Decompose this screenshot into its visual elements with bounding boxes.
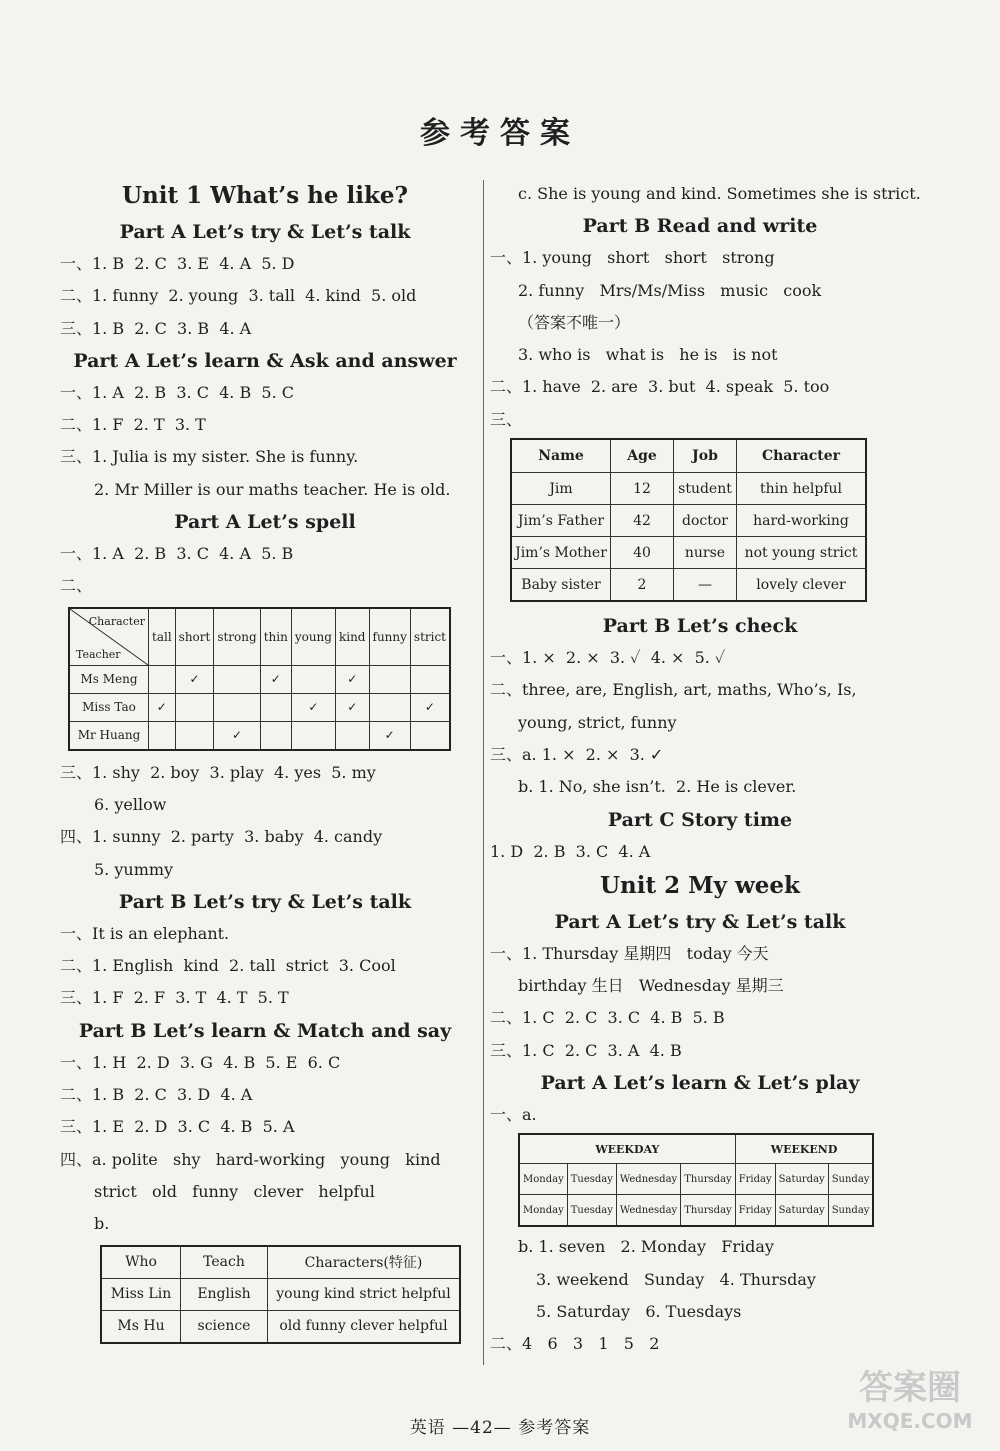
cell — [335, 721, 369, 750]
watermark-bottom: MXQE.COM — [847, 1409, 973, 1433]
weekend-header: WEEKEND — [735, 1134, 873, 1164]
answer-line: 三、1. Julia is my sister. She is funny. — [60, 447, 359, 467]
day-cell: Sunday — [828, 1164, 873, 1195]
table-row — [519, 1164, 873, 1195]
section-heading: Part B Read and write — [582, 215, 818, 238]
column-header: thin — [260, 608, 291, 666]
cell: Baby sister — [511, 569, 611, 602]
cell: Ms Hu — [101, 1310, 181, 1343]
answer-line: 一、It is an elephant. — [60, 923, 230, 943]
watermark-logo — [835, 1360, 985, 1440]
column-header: short — [175, 608, 214, 666]
cell: ✓ — [335, 665, 369, 693]
family-table — [510, 438, 867, 602]
character-table — [68, 607, 451, 751]
answer-line: young, strict, funny — [518, 712, 677, 732]
section-heading: Part A Let’s spell — [174, 511, 356, 534]
cell: Jim’s Father — [511, 505, 611, 537]
corner-label-teacher: Teacher — [76, 647, 121, 661]
day-cell: Monday — [519, 1195, 567, 1227]
unit1-heading: Unit 1 What’s he like? — [121, 182, 409, 209]
table-row — [69, 721, 450, 750]
answer-line: 3. who is what is he is is not — [518, 345, 778, 365]
section-heading: Part A Let’s learn & Ask and answer — [73, 349, 457, 372]
answer-line: 二、 — [60, 576, 93, 596]
section-heading: Part B Let’s try & Let’s talk — [118, 890, 412, 913]
column-header: strong — [214, 608, 260, 666]
row-name: Mr Huang — [69, 721, 149, 750]
answer-line: 一、1. Thursday 星期四 today 今天 — [490, 943, 769, 963]
column-header: tall — [149, 608, 176, 666]
cell: 40 — [611, 537, 674, 569]
section-heading: Part A Let’s try & Let’s talk — [119, 221, 411, 243]
cell — [369, 693, 410, 721]
table-row — [69, 693, 450, 721]
answer-line: 二、1. B 2. C 3. D 4. A — [60, 1085, 253, 1105]
answer-line: birthday 生日 Wednesday 星期三 — [518, 976, 784, 996]
cell: 12 — [611, 473, 674, 505]
table-row — [101, 1310, 460, 1343]
day-cell: Sunday — [828, 1195, 873, 1227]
answer-line: 5. yummy — [94, 859, 174, 879]
answer-line: 一、1. × 2. × 3. ✓ 4. × 5. ✓ — [490, 648, 726, 668]
answer-line: c. She is young and kind. Sometimes she is strict. — [518, 184, 921, 203]
column-header: strict — [410, 608, 450, 666]
column-header: Characters(特征) — [268, 1246, 461, 1279]
column-header: Character — [737, 439, 867, 473]
answer-line: b. 1. seven 2. Monday Friday — [518, 1237, 774, 1257]
week-table — [518, 1133, 874, 1227]
table-row — [519, 1195, 873, 1227]
cell: young kind strict helpful — [268, 1278, 461, 1310]
column-header: Age — [611, 439, 674, 473]
cell: ✓ — [175, 665, 214, 693]
cell — [260, 721, 291, 750]
cell: ✓ — [260, 665, 291, 693]
answer-line: 三、1. C 2. C 3. A 4. B — [490, 1040, 682, 1060]
answer-line: 三、a. 1. × 2. × 3. ✓ — [490, 744, 664, 764]
column-header: Name — [511, 439, 611, 473]
row-name: Ms Meng — [69, 665, 149, 693]
answer-line: 三、1. E 2. D 3. C 4. B 5. A — [60, 1117, 295, 1137]
cell: hard-working — [737, 505, 867, 537]
table-row — [101, 1278, 460, 1310]
table-corner-cell — [69, 608, 149, 666]
section-heading: Part A Let’s try & Let’s talk — [554, 910, 846, 933]
answer-line: 一、1. A 2. B 3. C 4. A 5. B — [60, 544, 294, 564]
cell: English — [181, 1278, 268, 1310]
table-row — [511, 473, 866, 505]
answer-line: 1. D 2. B 3. C 4. A — [490, 841, 651, 861]
answer-line: 二、1. C 2. C 3. C 4. B 5. B — [490, 1008, 725, 1028]
cell — [260, 693, 291, 721]
answer-line: b. — [94, 1214, 110, 1234]
answer-line: 三、1. F 2. F 3. T 4. T 5. T — [60, 988, 289, 1008]
column-header: funny — [369, 608, 410, 666]
answer-line: 5. Saturday 6. Tuesdays — [536, 1301, 742, 1321]
answer-line: 三、1. shy 2. boy 3. play 4. yes 5. my — [60, 762, 376, 782]
cell: not young strict — [737, 537, 867, 569]
cell: Jim — [511, 473, 611, 505]
day-cell: Wednesday — [616, 1195, 680, 1227]
cell: — — [674, 569, 737, 602]
cell: doctor — [674, 505, 737, 537]
table-row — [511, 569, 866, 602]
day-cell: Friday — [735, 1164, 775, 1195]
answer-line: 二、three, are, English, art, maths, Who’s, Is, — [490, 680, 857, 700]
row-name: Miss Tao — [69, 693, 149, 721]
page-footer: 英语 —42— 参考答案 — [409, 1418, 591, 1438]
cell: lovely clever — [737, 569, 867, 602]
answer-line: 2. funny Mrs/Ms/Miss music cook — [518, 280, 822, 300]
section-heading: Part B Let’s learn & Match and say — [78, 1019, 452, 1042]
answer-line: 二、1. English kind 2. tall strict 3. Cool — [60, 956, 396, 976]
answer-line: strict old funny clever helpful — [94, 1181, 375, 1201]
day-cell: Saturday — [775, 1195, 828, 1227]
day-cell: Thursday — [681, 1164, 735, 1195]
cell: ✓ — [291, 693, 335, 721]
column-header: Job — [674, 439, 737, 473]
who-table — [100, 1245, 461, 1344]
column-header: young — [291, 608, 335, 666]
answer-line: 一、1. B 2. C 3. E 4. A 5. D — [60, 254, 295, 273]
page-title: 参考答案 — [420, 116, 580, 151]
answer-line: 一、1. young short short strong — [490, 248, 775, 268]
answer-line: b. 1. No, she isn’t. 2. He is clever. — [518, 777, 797, 797]
corner-label-character: Character — [88, 614, 145, 628]
answer-line: 四、a. polite shy hard-working young kind — [60, 1149, 441, 1169]
cell — [410, 721, 450, 750]
day-cell: Tuesday — [567, 1195, 616, 1227]
table-row — [69, 665, 450, 693]
cell: Jim’s Mother — [511, 537, 611, 569]
cell — [149, 665, 176, 693]
day-cell: Wednesday — [616, 1164, 680, 1195]
cell — [214, 693, 260, 721]
column-divider — [483, 180, 484, 1365]
answer-line: 一、1. A 2. B 3. C 4. B 5. C — [60, 382, 295, 402]
cell: ✓ — [335, 693, 369, 721]
table-row — [511, 537, 866, 569]
answer-line: 2. Mr Miller is our maths teacher. He is old. — [94, 479, 451, 499]
day-cell: Tuesday — [567, 1164, 616, 1195]
cell: science — [181, 1310, 268, 1343]
cell — [214, 665, 260, 693]
cell — [175, 693, 214, 721]
section-heading: Part C Story time — [607, 808, 793, 831]
day-cell: Saturday — [775, 1164, 828, 1195]
answer-line: 二、1. funny 2. young 3. tall 4. kind 5. old — [60, 286, 417, 306]
cell — [175, 721, 214, 750]
answer-line: 二、4 6 3 1 5 2 — [490, 1334, 660, 1354]
cell: thin helpful — [737, 473, 867, 505]
answer-line: 3. weekend Sunday 4. Thursday — [536, 1269, 816, 1289]
answer-line: 四、1. sunny 2. party 3. baby 4. candy — [60, 827, 383, 847]
cell — [291, 665, 335, 693]
weekday-header: WEEKDAY — [519, 1134, 735, 1164]
answer-line: 三、1. B 2. C 3. B 4. A — [60, 318, 252, 338]
answer-line: 三、 — [490, 409, 523, 429]
answer-line: 二、1. have 2. are 3. but 4. speak 5. too — [490, 377, 830, 397]
answer-line: 一、a. — [490, 1105, 537, 1125]
cell — [291, 721, 335, 750]
table-row — [511, 505, 866, 537]
right-column — [490, 178, 921, 1361]
column-header: Who — [101, 1246, 181, 1279]
cell: nurse — [674, 537, 737, 569]
unit2-heading: Unit 2 My week — [600, 871, 800, 899]
left-column — [60, 178, 470, 1344]
answer-line: 6. yellow — [94, 794, 167, 814]
section-heading: Part A Let’s learn & Let’s play — [540, 1072, 860, 1095]
cell: old funny clever helpful — [268, 1310, 461, 1343]
column-header: Teach — [181, 1246, 268, 1279]
answer-line: （答案不唯一） — [518, 312, 631, 332]
cell: 42 — [611, 505, 674, 537]
day-cell: Friday — [735, 1195, 775, 1227]
cell: ✓ — [410, 693, 450, 721]
cell — [369, 665, 410, 693]
cell: ✓ — [214, 721, 260, 750]
answer-line: 二、1. F 2. T 3. T — [60, 415, 206, 435]
cell: Miss Lin — [101, 1278, 181, 1310]
section-heading: Part B Let’s check — [602, 615, 798, 638]
column-header: kind — [335, 608, 369, 666]
cell — [410, 665, 450, 693]
day-cell: Monday — [519, 1164, 567, 1195]
cell: student — [674, 473, 737, 505]
day-cell: Thursday — [681, 1195, 735, 1227]
answer-line: 一、1. H 2. D 3. G 4. B 5. E 6. C — [60, 1052, 341, 1072]
cell — [149, 721, 176, 750]
cell: ✓ — [149, 693, 176, 721]
cell: 2 — [611, 569, 674, 602]
cell: ✓ — [369, 721, 410, 750]
watermark-top: 答案圈 — [859, 1368, 961, 1408]
